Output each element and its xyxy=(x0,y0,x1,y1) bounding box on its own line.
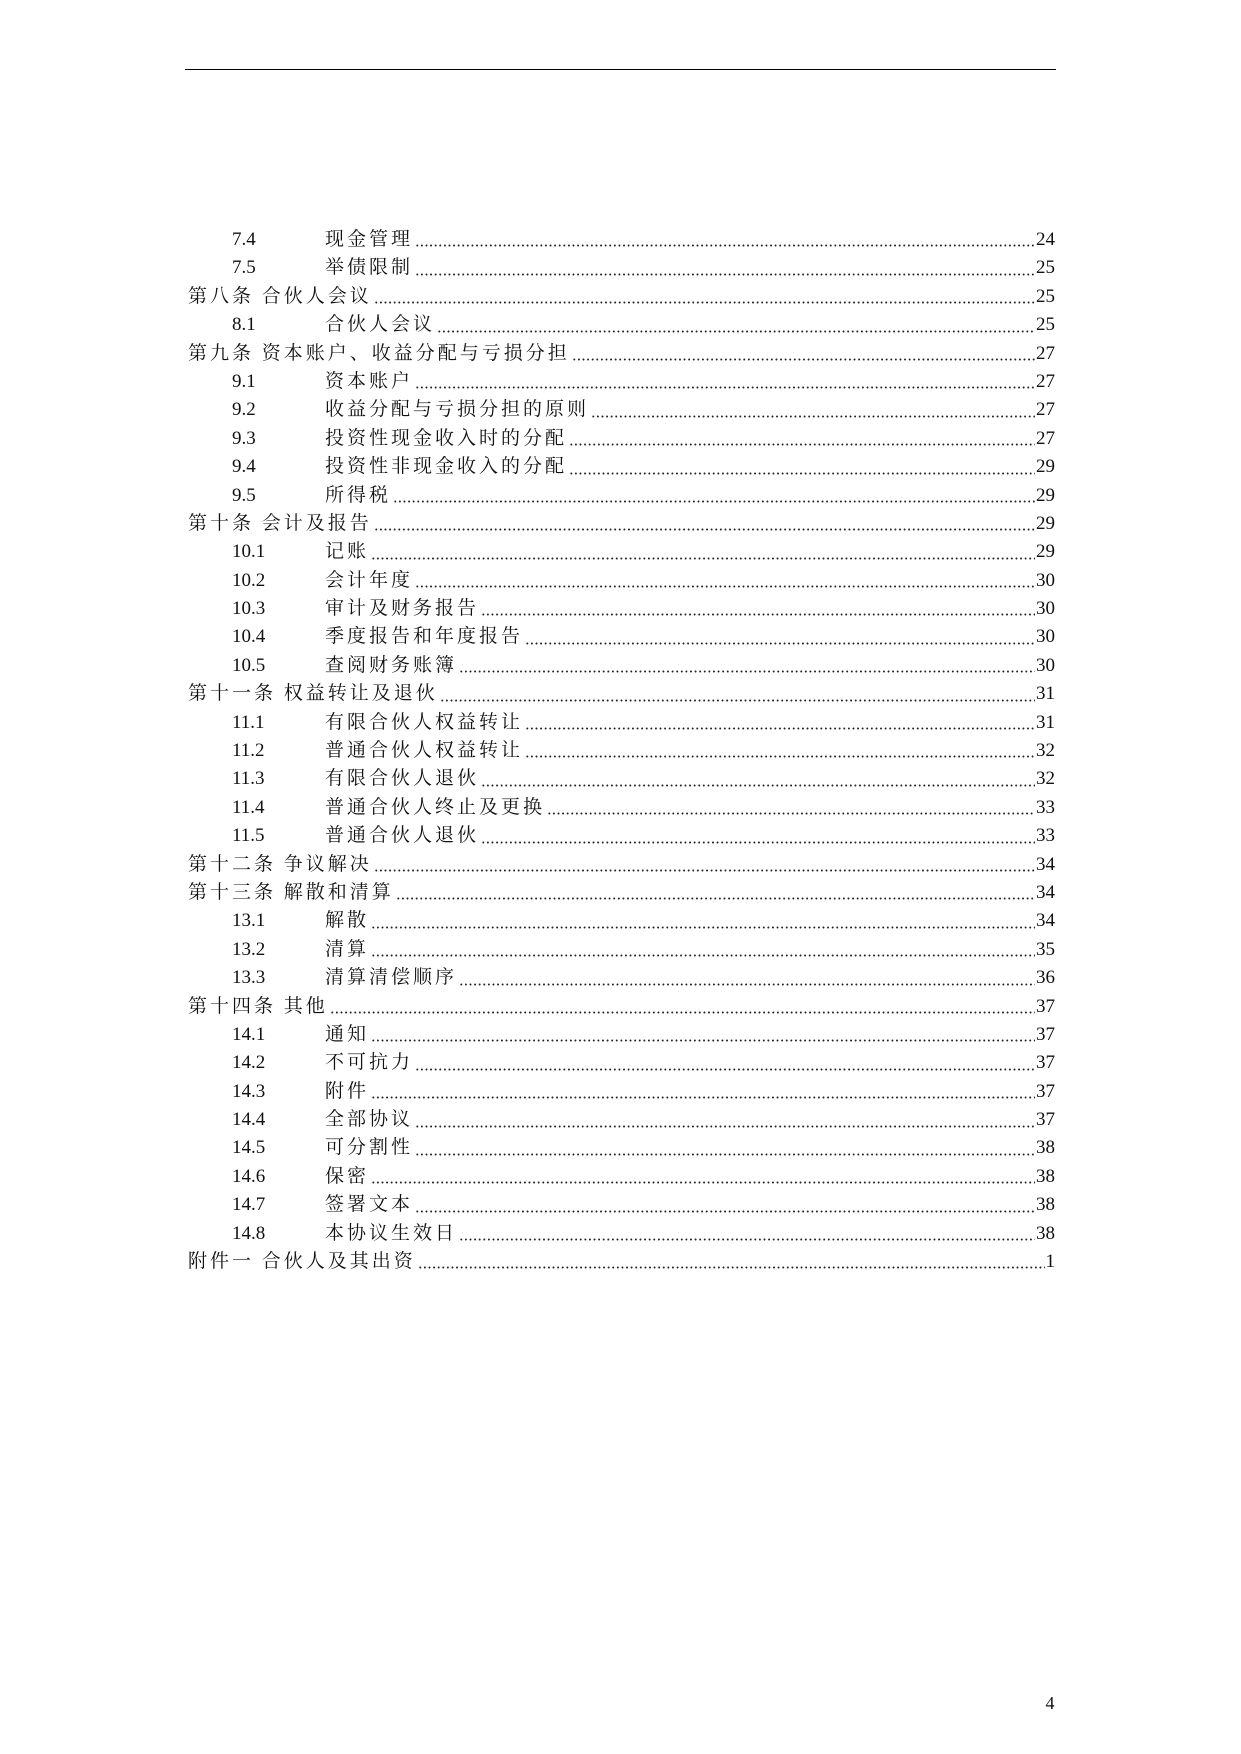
toc-article-entry xyxy=(188,879,1055,907)
dot-leader xyxy=(547,812,1035,815)
dot-leader xyxy=(415,1125,1035,1128)
entry-title: 清算清偿顺序 xyxy=(325,967,458,989)
entry-title: 投资性非现金收入的分配 xyxy=(325,456,568,478)
dot-leader xyxy=(415,244,1035,247)
toc-clause-entry xyxy=(188,1049,1055,1077)
clause-number: 14.5 xyxy=(232,1137,266,1159)
clause-number: 10.4 xyxy=(232,626,266,648)
clause-number: 9.3 xyxy=(232,427,256,449)
toc-clause-entry xyxy=(188,396,1055,424)
entry-page-number: 30 xyxy=(1036,598,1055,620)
entry-page-number: 32 xyxy=(1036,740,1055,762)
toc-article-entry xyxy=(188,1248,1055,1276)
toc-clause-entry xyxy=(188,709,1055,737)
dot-leader xyxy=(371,1096,1035,1099)
entry-title: 资本账户 xyxy=(325,370,414,392)
entry-page-number: 27 xyxy=(1036,427,1055,449)
toc-clause-entry xyxy=(188,482,1055,510)
entry-page-number: 33 xyxy=(1036,825,1055,847)
entry-page-number: 34 xyxy=(1036,881,1055,903)
dot-leader xyxy=(415,1153,1035,1156)
dot-leader xyxy=(437,330,1035,333)
toc-clause-entry xyxy=(188,254,1055,282)
clause-number: 10.2 xyxy=(232,569,266,591)
clause-number: 14.8 xyxy=(232,1222,266,1244)
clause-number: 14.7 xyxy=(232,1194,266,1216)
entry-title: 不可抗力 xyxy=(325,1052,414,1074)
toc-clause-entry xyxy=(188,425,1055,453)
clause-number: 11.1 xyxy=(232,711,265,733)
entry-page-number: 36 xyxy=(1036,967,1055,989)
dot-leader xyxy=(396,897,1035,900)
toc-clause-entry xyxy=(188,1021,1055,1049)
dot-leader xyxy=(481,613,1035,616)
toc-clause-entry xyxy=(188,453,1055,481)
entry-title: 解散 xyxy=(325,910,370,932)
toc-article-entry xyxy=(188,340,1055,368)
clause-number: 14.4 xyxy=(232,1109,266,1131)
entry-page-number: 37 xyxy=(1036,1080,1055,1102)
entry-page-number: 37 xyxy=(1036,1052,1055,1074)
entry-page-number: 25 xyxy=(1036,314,1055,336)
entry-page-number: 32 xyxy=(1036,768,1055,790)
toc-clause-entry xyxy=(188,567,1055,595)
entry-title: 第十条 会计及报告 xyxy=(188,512,372,534)
toc-list xyxy=(188,226,1055,1276)
toc-clause-entry xyxy=(188,737,1055,765)
toc-clause-entry xyxy=(188,1106,1055,1134)
dot-leader xyxy=(481,784,1035,787)
clause-number: 10.3 xyxy=(232,598,266,620)
dot-leader xyxy=(572,358,1035,361)
clause-number: 11.4 xyxy=(232,796,265,818)
page-number: 4 xyxy=(1045,1693,1055,1713)
dot-leader xyxy=(525,727,1035,730)
toc-article-entry xyxy=(188,993,1055,1021)
clause-number: 13.1 xyxy=(232,910,266,932)
toc-clause-entry xyxy=(188,652,1055,680)
dot-leader xyxy=(415,1210,1035,1213)
entry-page-number: 30 xyxy=(1036,654,1055,676)
dot-leader xyxy=(459,983,1035,986)
entry-page-number: 37 xyxy=(1036,1109,1055,1131)
entry-title: 可分割性 xyxy=(325,1137,414,1159)
dot-leader xyxy=(459,1238,1035,1241)
dot-leader xyxy=(525,755,1035,758)
toc-clause-entry xyxy=(188,1163,1055,1191)
dot-leader xyxy=(440,699,1035,702)
entry-page-number: 27 xyxy=(1036,399,1055,421)
entry-title: 审计及财务报告 xyxy=(325,598,480,620)
toc-clause-entry xyxy=(188,1135,1055,1163)
clause-number: 9.2 xyxy=(232,399,256,421)
entry-title: 第九条 资本账户、收益分配与亏损分担 xyxy=(188,342,570,364)
entry-title: 第十二条 争议解决 xyxy=(188,853,372,875)
entry-title: 第十一条 权益转让及退伙 xyxy=(188,683,438,705)
entry-page-number: 31 xyxy=(1036,711,1055,733)
entry-title: 本协议生效日 xyxy=(325,1222,458,1244)
toc-article-entry xyxy=(188,680,1055,708)
entry-title: 有限合伙人退伙 xyxy=(325,768,480,790)
entry-title: 保密 xyxy=(325,1165,370,1187)
clause-number: 11.2 xyxy=(232,740,265,762)
dot-leader xyxy=(459,670,1035,673)
entry-title: 附件 xyxy=(325,1080,370,1102)
entry-page-number: 38 xyxy=(1036,1194,1055,1216)
entry-title: 通知 xyxy=(325,1023,370,1045)
entry-title: 第十四条 其他 xyxy=(188,995,328,1017)
toc-clause-entry xyxy=(188,595,1055,623)
entry-page-number: 27 xyxy=(1036,370,1055,392)
entry-title: 举债限制 xyxy=(325,257,414,279)
clause-number: 11.5 xyxy=(232,825,265,847)
dot-leader xyxy=(371,1039,1035,1042)
clause-number: 7.4 xyxy=(232,228,256,250)
entry-page-number: 25 xyxy=(1036,257,1055,279)
entry-title: 普通合伙人退伙 xyxy=(325,825,480,847)
entry-page-number: 29 xyxy=(1036,484,1055,506)
toc-clause-entry xyxy=(188,538,1055,566)
clause-number: 10.1 xyxy=(232,541,266,563)
entry-title: 查阅财务账簿 xyxy=(325,654,458,676)
clause-number: 9.1 xyxy=(232,370,256,392)
entry-page-number: 30 xyxy=(1036,626,1055,648)
toc-clause-entry xyxy=(188,368,1055,396)
dot-leader xyxy=(591,415,1035,418)
entry-page-number: 38 xyxy=(1036,1137,1055,1159)
clause-number: 14.6 xyxy=(232,1165,266,1187)
entry-page-number: 31 xyxy=(1036,683,1055,705)
toc-article-entry xyxy=(188,283,1055,311)
header-rule xyxy=(185,69,1056,70)
toc-clause-entry xyxy=(188,794,1055,822)
entry-title: 第八条 合伙人会议 xyxy=(188,285,372,307)
entry-page-number: 27 xyxy=(1036,342,1055,364)
toc-clause-entry xyxy=(188,822,1055,850)
clause-number: 13.3 xyxy=(232,967,266,989)
entry-title: 有限合伙人权益转让 xyxy=(325,711,524,733)
dot-leader xyxy=(371,1181,1035,1184)
dot-leader xyxy=(371,926,1035,929)
entry-title: 第十三条 解散和清算 xyxy=(188,881,394,903)
dot-leader xyxy=(415,585,1035,588)
entry-title: 附件一 合伙人及其出资 xyxy=(188,1251,416,1273)
clause-number: 10.5 xyxy=(232,654,266,676)
entry-page-number: 25 xyxy=(1036,285,1055,307)
entry-title: 所得税 xyxy=(325,484,392,506)
dot-leader xyxy=(374,301,1035,304)
clause-number: 14.3 xyxy=(232,1080,266,1102)
dot-leader xyxy=(374,528,1035,531)
entry-title: 收益分配与亏损分担的原则 xyxy=(325,399,590,421)
clause-number: 9.5 xyxy=(232,484,256,506)
clause-number: 7.5 xyxy=(232,257,256,279)
clause-number: 8.1 xyxy=(232,314,256,336)
toc-clause-entry xyxy=(188,765,1055,793)
entry-page-number: 35 xyxy=(1036,938,1055,960)
toc-clause-entry xyxy=(188,311,1055,339)
dot-leader xyxy=(393,500,1035,503)
toc-article-entry xyxy=(188,510,1055,538)
dot-leader xyxy=(525,642,1035,645)
entry-title: 会计年度 xyxy=(325,569,414,591)
dot-leader xyxy=(371,557,1035,560)
clause-number: 9.4 xyxy=(232,456,256,478)
entry-page-number: 38 xyxy=(1036,1165,1055,1187)
toc-clause-entry xyxy=(188,1191,1055,1219)
dot-leader xyxy=(569,472,1035,475)
entry-title: 清算 xyxy=(325,938,370,960)
dot-leader xyxy=(418,1266,1045,1269)
dot-leader xyxy=(415,386,1035,389)
entry-title: 签署文本 xyxy=(325,1194,414,1216)
toc-article-entry xyxy=(188,851,1055,879)
dot-leader xyxy=(415,1068,1035,1071)
entry-title: 普通合伙人终止及更换 xyxy=(325,796,546,818)
dot-leader xyxy=(330,1011,1035,1014)
entry-page-number: 34 xyxy=(1036,853,1055,875)
entry-title: 合伙人会议 xyxy=(325,314,436,336)
toc-clause-entry xyxy=(188,936,1055,964)
dot-leader xyxy=(374,869,1035,872)
entry-page-number: 29 xyxy=(1036,456,1055,478)
entry-title: 记账 xyxy=(325,541,370,563)
clause-number: 13.2 xyxy=(232,938,266,960)
entry-page-number: 33 xyxy=(1036,796,1055,818)
entry-page-number: 38 xyxy=(1036,1222,1055,1244)
dot-leader xyxy=(481,841,1035,844)
toc-clause-entry xyxy=(188,1220,1055,1248)
clause-number: 14.1 xyxy=(232,1023,266,1045)
entry-page-number: 29 xyxy=(1036,541,1055,563)
dot-leader xyxy=(569,443,1035,446)
toc-clause-entry xyxy=(188,1078,1055,1106)
entry-page-number: 37 xyxy=(1036,1023,1055,1045)
entry-title: 季度报告和年度报告 xyxy=(325,626,524,648)
entry-page-number: 37 xyxy=(1036,995,1055,1017)
toc-clause-entry xyxy=(188,226,1055,254)
dot-leader xyxy=(371,954,1035,957)
toc-clause-entry xyxy=(188,907,1055,935)
entry-page-number: 30 xyxy=(1036,569,1055,591)
clause-number: 14.2 xyxy=(232,1052,266,1074)
toc-clause-entry xyxy=(188,964,1055,992)
entry-title: 现金管理 xyxy=(325,228,414,250)
entry-title: 普通合伙人权益转让 xyxy=(325,740,524,762)
entry-page-number: 29 xyxy=(1036,512,1055,534)
entry-page-number: 24 xyxy=(1036,228,1055,250)
clause-number: 11.3 xyxy=(232,768,265,790)
entry-page-number: 34 xyxy=(1036,910,1055,932)
toc-clause-entry xyxy=(188,623,1055,651)
entry-page-number: 1 xyxy=(1045,1251,1055,1273)
entry-title: 投资性现金收入时的分配 xyxy=(325,427,568,449)
entry-title: 全部协议 xyxy=(325,1109,414,1131)
dot-leader xyxy=(415,273,1035,276)
